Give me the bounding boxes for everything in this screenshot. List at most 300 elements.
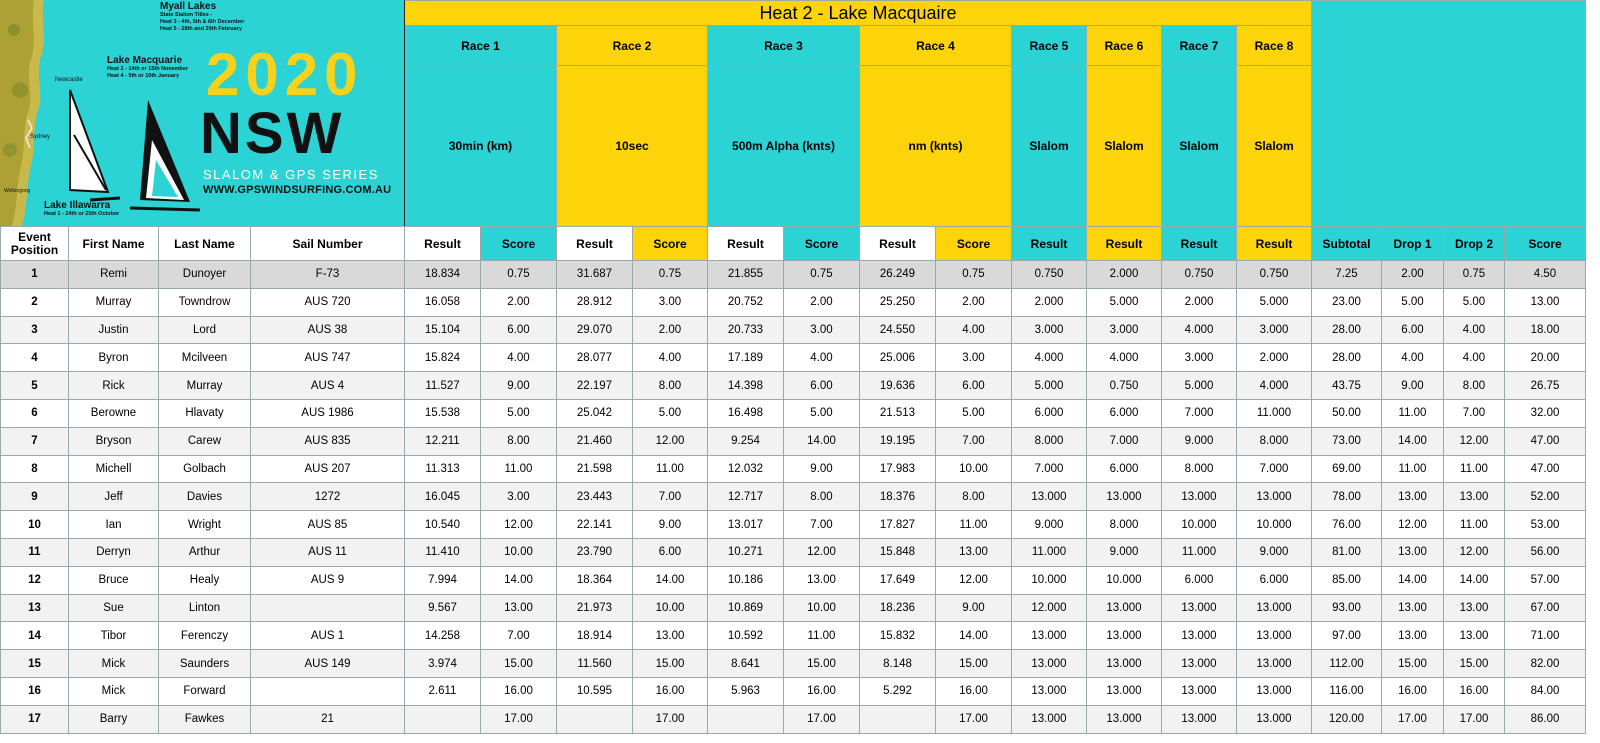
race-8-result-cell: 13.000 [1237, 650, 1312, 678]
first-name-header: First Name [69, 227, 159, 261]
subtotal-cell: 73.00 [1312, 427, 1382, 455]
race-4-score-cell: 8.00 [936, 483, 1012, 511]
table-row [1, 622, 1586, 650]
last-name-cell: Healy [159, 566, 251, 594]
race-1-result-cell: 12.211 [405, 427, 481, 455]
drop-1-cell: 13.00 [1382, 594, 1444, 622]
race-8-result-cell: 13.000 [1237, 622, 1312, 650]
table-row [1, 511, 1586, 539]
race-3-result-cell: 16.498 [708, 399, 784, 427]
table-row [1, 399, 1586, 427]
race-5-result-cell: 13.000 [1012, 483, 1087, 511]
total-score-cell: 57.00 [1505, 566, 1586, 594]
total-score-cell: 13.00 [1505, 288, 1586, 316]
subtotal-cell: 78.00 [1312, 483, 1382, 511]
race-4-result-cell: 18.236 [860, 594, 936, 622]
race-2-type: 10sec [557, 66, 708, 227]
race-1-score-cell: 13.00 [481, 594, 557, 622]
race-5-result-header: Result [1012, 227, 1087, 261]
map-label-sydney: Sydney [30, 134, 51, 140]
race-8-result-cell: 8.000 [1237, 427, 1312, 455]
total-score-cell: 18.00 [1505, 316, 1586, 344]
position-cell: 11 [1, 538, 69, 566]
drop-1-cell: 13.00 [1382, 483, 1444, 511]
table-row [1, 594, 1586, 622]
total-score-cell: 4.50 [1505, 261, 1586, 289]
race-3-result-cell: 5.963 [708, 677, 784, 705]
race-3-result-cell: 9.254 [708, 427, 784, 455]
race-6-result-cell: 10.000 [1087, 566, 1162, 594]
race-3-score-cell: 14.00 [784, 427, 860, 455]
race-4-result-cell: 26.249 [860, 261, 936, 289]
windsurfer-logo [60, 80, 220, 220]
table-row [1, 483, 1586, 511]
drop-2-cell: 16.00 [1444, 677, 1505, 705]
subtotal-cell: 81.00 [1312, 538, 1382, 566]
race-4-result-cell: 5.292 [860, 677, 936, 705]
location-detail: State Slalom Titles - [160, 12, 213, 18]
drop-2-cell: 11.00 [1444, 511, 1505, 539]
first-name-cell: Ian [69, 511, 159, 539]
table-row [1, 288, 1586, 316]
race-3-score-cell: 5.00 [784, 399, 860, 427]
race-5-result-cell: 0.750 [1012, 261, 1087, 289]
drop-1-cell: 14.00 [1382, 427, 1444, 455]
race-1-score-cell: 10.00 [481, 538, 557, 566]
race-2-result-cell: 21.598 [557, 455, 633, 483]
race-5-result-cell: 13.000 [1012, 622, 1087, 650]
race-5-result-cell: 6.000 [1012, 399, 1087, 427]
drop-1-cell: 17.00 [1382, 705, 1444, 733]
race-1-result-header: Result [405, 227, 481, 261]
race-2-score-cell: 16.00 [633, 677, 708, 705]
position-cell: 13 [1, 594, 69, 622]
race-4-result-cell: 19.195 [860, 427, 936, 455]
first-name-cell: Justin [69, 316, 159, 344]
drop-2-cell: 13.00 [1444, 622, 1505, 650]
race-5-result-cell: 3.000 [1012, 316, 1087, 344]
position-cell: 6 [1, 399, 69, 427]
position-cell: 17 [1, 705, 69, 733]
drop-2-cell: 14.00 [1444, 566, 1505, 594]
race-3-result-cell: 20.733 [708, 316, 784, 344]
race-2-result-cell: 21.460 [557, 427, 633, 455]
first-name-cell: Remi [69, 261, 159, 289]
subtotal-cell: 76.00 [1312, 511, 1382, 539]
race-2-result-cell: 28.077 [557, 344, 633, 372]
race-7-result-cell: 6.000 [1162, 566, 1237, 594]
drop-2-header: Drop 2 [1444, 227, 1505, 261]
race-6-result-cell: 7.000 [1087, 427, 1162, 455]
race-4-score-cell: 11.00 [936, 511, 1012, 539]
race-3-score-cell: 15.00 [784, 650, 860, 678]
total-score-cell: 26.75 [1505, 372, 1586, 400]
race-4-result-cell: 8.148 [860, 650, 936, 678]
race-2-result-cell: 29.070 [557, 316, 633, 344]
race-4-result-cell: 15.848 [860, 538, 936, 566]
last-name-cell: Fawkes [159, 705, 251, 733]
drop-2-cell: 5.00 [1444, 288, 1505, 316]
last-name-cell: Forward [159, 677, 251, 705]
race-4-score-cell: 13.00 [936, 538, 1012, 566]
race-3-score-cell: 10.00 [784, 594, 860, 622]
logo-state: NSW [200, 101, 345, 166]
race-4-score-cell: 4.00 [936, 316, 1012, 344]
sail-number-cell [251, 594, 405, 622]
drop-1-cell: 6.00 [1382, 316, 1444, 344]
race-3-result-cell: 21.855 [708, 261, 784, 289]
race-4-score-header: Score [936, 227, 1012, 261]
location-detail: Heat 3 - 4th, 5th & 6th December [160, 19, 245, 25]
column-header-row [1, 227, 1586, 261]
race-8-result-header: Result [1237, 227, 1312, 261]
subtotal-cell: 93.00 [1312, 594, 1382, 622]
race-6-result-cell: 3.000 [1087, 316, 1162, 344]
position-cell: 14 [1, 622, 69, 650]
subtotal-cell: 7.25 [1312, 261, 1382, 289]
last-name-cell: Wright [159, 511, 251, 539]
race-7-result-cell: 13.000 [1162, 622, 1237, 650]
race-2-score-cell: 4.00 [633, 344, 708, 372]
drop-1-header: Drop 1 [1382, 227, 1444, 261]
race-1-result-cell: 15.104 [405, 316, 481, 344]
race-7-result-cell: 5.000 [1162, 372, 1237, 400]
race-1-result-cell: 10.540 [405, 511, 481, 539]
race-4-result-cell: 17.983 [860, 455, 936, 483]
drop-1-cell: 4.00 [1382, 344, 1444, 372]
race-3-score-cell: 16.00 [784, 677, 860, 705]
race-4-score-cell: 17.00 [936, 705, 1012, 733]
race-6-result-cell: 13.000 [1087, 650, 1162, 678]
race-4-result-cell: 15.832 [860, 622, 936, 650]
race-4-result-cell: 24.550 [860, 316, 936, 344]
race-2-result-cell: 25.042 [557, 399, 633, 427]
map-label-wollongong: Wollongong [4, 188, 31, 194]
race-2-score-cell: 8.00 [633, 372, 708, 400]
race-4-score-cell: 15.00 [936, 650, 1012, 678]
race-5-result-cell: 12.000 [1012, 594, 1087, 622]
race-3-score-cell: 7.00 [784, 511, 860, 539]
location-name: Myall Lakes [160, 1, 217, 12]
race-6-result-cell: 13.000 [1087, 677, 1162, 705]
race-2-result-cell: 22.141 [557, 511, 633, 539]
drop-2-cell: 13.00 [1444, 483, 1505, 511]
race-7-result-cell: 11.000 [1162, 538, 1237, 566]
race-3-score-cell: 11.00 [784, 622, 860, 650]
race-5-result-cell: 13.000 [1012, 677, 1087, 705]
sail-number-header: Sail Number [251, 227, 405, 261]
race-2-score-cell: 14.00 [633, 566, 708, 594]
subtotal-cell: 69.00 [1312, 455, 1382, 483]
race-6-type: Slalom [1087, 66, 1162, 227]
table-row [1, 650, 1586, 678]
race-4-result-cell: 21.513 [860, 399, 936, 427]
race-5-header: Race 5 [1012, 26, 1087, 66]
race-2-result-cell: 18.914 [557, 622, 633, 650]
race-3-result-cell: 10.869 [708, 594, 784, 622]
last-name-cell: Murray [159, 372, 251, 400]
last-name-header: Last Name [159, 227, 251, 261]
race-6-result-cell: 13.000 [1087, 594, 1162, 622]
race-7-result-cell: 13.000 [1162, 677, 1237, 705]
subtotal-cell: 120.00 [1312, 705, 1382, 733]
race-3-result-cell: 14.398 [708, 372, 784, 400]
total-score-cell: 84.00 [1505, 677, 1586, 705]
race-3-score-header: Score [784, 227, 860, 261]
race-8-result-cell: 9.000 [1237, 538, 1312, 566]
race-4-score-cell: 6.00 [936, 372, 1012, 400]
position-cell: 16 [1, 677, 69, 705]
race-2-result-cell: 23.790 [557, 538, 633, 566]
race-7-result-cell: 10.000 [1162, 511, 1237, 539]
race-6-header: Race 6 [1087, 26, 1162, 66]
race-1-result-cell: 16.058 [405, 288, 481, 316]
race-5-result-cell: 8.000 [1012, 427, 1087, 455]
first-name-cell: Bruce [69, 566, 159, 594]
subtotal-cell: 43.75 [1312, 372, 1382, 400]
race-7-result-cell: 13.000 [1162, 594, 1237, 622]
race-5-type: Slalom [1012, 66, 1087, 227]
first-name-cell: Berowne [69, 399, 159, 427]
race-3-result-cell: 10.592 [708, 622, 784, 650]
first-name-cell: Rick [69, 372, 159, 400]
sail-number-cell: AUS 4 [251, 372, 405, 400]
race-3-type: 500m Alpha (knts) [708, 66, 860, 227]
race-7-result-cell: 13.000 [1162, 650, 1237, 678]
sail-number-cell: AUS 1 [251, 622, 405, 650]
race-1-result-cell: 11.410 [405, 538, 481, 566]
race-3-score-cell: 6.00 [784, 372, 860, 400]
race-2-score-cell: 11.00 [633, 455, 708, 483]
race-5-result-cell: 2.000 [1012, 288, 1087, 316]
race-3-result-cell: 8.641 [708, 650, 784, 678]
race-7-result-cell: 4.000 [1162, 316, 1237, 344]
last-name-cell: Davies [159, 483, 251, 511]
table-row [1, 344, 1586, 372]
race-7-result-cell: 13.000 [1162, 483, 1237, 511]
race-2-score-cell: 17.00 [633, 705, 708, 733]
race-1-score-cell: 17.00 [481, 705, 557, 733]
sail-number-cell: AUS 207 [251, 455, 405, 483]
logo-year: 2020 [206, 41, 364, 108]
race-3-score-cell: 2.00 [784, 288, 860, 316]
race-4-result-cell: 17.649 [860, 566, 936, 594]
race-2-score-cell: 7.00 [633, 483, 708, 511]
last-name-cell: Towndrow [159, 288, 251, 316]
first-name-cell: Tibor [69, 622, 159, 650]
race-8-header: Race 8 [1237, 26, 1312, 66]
race-3-result-cell: 17.189 [708, 344, 784, 372]
sail-number-cell: AUS 747 [251, 344, 405, 372]
drop-1-cell: 16.00 [1382, 677, 1444, 705]
race-3-score-cell: 12.00 [784, 538, 860, 566]
race-8-result-cell: 6.000 [1237, 566, 1312, 594]
race-5-result-cell: 4.000 [1012, 344, 1087, 372]
race-8-result-cell: 4.000 [1237, 372, 1312, 400]
race-4-header: Race 4 [860, 26, 1012, 66]
race-4-score-cell: 9.00 [936, 594, 1012, 622]
race-6-result-header: Result [1087, 227, 1162, 261]
first-name-cell: Barry [69, 705, 159, 733]
race-6-result-cell: 4.000 [1087, 344, 1162, 372]
race-3-result-cell: 13.017 [708, 511, 784, 539]
race-1-result-cell: 14.258 [405, 622, 481, 650]
drop-2-cell: 12.00 [1444, 427, 1505, 455]
sail-number-cell: 1272 [251, 483, 405, 511]
race-1-result-cell: 3.974 [405, 650, 481, 678]
race-6-result-cell: 9.000 [1087, 538, 1162, 566]
position-cell: 3 [1, 316, 69, 344]
sail-number-cell: AUS 720 [251, 288, 405, 316]
race-4-result-cell: 19.636 [860, 372, 936, 400]
table-row [1, 455, 1586, 483]
last-name-cell: Linton [159, 594, 251, 622]
first-name-cell: Murray [69, 288, 159, 316]
race-7-result-cell: 2.000 [1162, 288, 1237, 316]
position-cell: 4 [1, 344, 69, 372]
sail-number-cell: 21 [251, 705, 405, 733]
drop-1-cell: 9.00 [1382, 372, 1444, 400]
race-8-result-cell: 7.000 [1237, 455, 1312, 483]
last-name-cell: Saunders [159, 650, 251, 678]
position-cell: 5 [1, 372, 69, 400]
race-4-score-cell: 3.00 [936, 344, 1012, 372]
race-8-result-cell: 13.000 [1237, 483, 1312, 511]
race-8-result-cell: 11.000 [1237, 399, 1312, 427]
subtotal-cell: 97.00 [1312, 622, 1382, 650]
race-3-result-cell: 10.271 [708, 538, 784, 566]
race-2-result-cell: 11.560 [557, 650, 633, 678]
race-6-result-cell: 6.000 [1087, 455, 1162, 483]
race-2-result-cell [557, 705, 633, 733]
race-4-result-cell: 17.827 [860, 511, 936, 539]
drop-1-cell: 11.00 [1382, 455, 1444, 483]
table-row [1, 261, 1586, 289]
race-1-result-cell: 11.527 [405, 372, 481, 400]
race-2-result-cell: 31.687 [557, 261, 633, 289]
race-4-result-cell: 18.376 [860, 483, 936, 511]
race-8-result-cell: 13.000 [1237, 594, 1312, 622]
heat-title: Heat 2 - Lake Macquaire [405, 1, 1312, 26]
race-1-score-cell: 3.00 [481, 483, 557, 511]
race-3-score-cell: 9.00 [784, 455, 860, 483]
table-row [1, 372, 1586, 400]
drop-1-cell: 2.00 [1382, 261, 1444, 289]
race-2-score-cell: 2.00 [633, 316, 708, 344]
race-5-result-cell: 13.000 [1012, 705, 1087, 733]
drop-2-cell: 4.00 [1444, 344, 1505, 372]
race-2-result-header: Result [557, 227, 633, 261]
drop-1-cell: 11.00 [1382, 399, 1444, 427]
last-name-cell: Ferenczy [159, 622, 251, 650]
sail-number-cell: AUS 38 [251, 316, 405, 344]
race-1-result-cell: 18.834 [405, 261, 481, 289]
logo-url: WWW.GPSWINDSURFING.COM.AU [203, 184, 392, 196]
location-lake-macquarie [107, 55, 188, 80]
race-3-result-cell: 12.717 [708, 483, 784, 511]
race-3-score-cell: 3.00 [784, 316, 860, 344]
race-3-score-cell: 4.00 [784, 344, 860, 372]
race-2-result-cell: 18.364 [557, 566, 633, 594]
race-7-result-cell: 9.000 [1162, 427, 1237, 455]
sail-number-cell [251, 677, 405, 705]
race-8-result-cell: 2.000 [1237, 344, 1312, 372]
race-8-result-cell: 0.750 [1237, 261, 1312, 289]
last-name-cell: Lord [159, 316, 251, 344]
race-1-result-cell: 7.994 [405, 566, 481, 594]
race-1-result-cell [405, 705, 481, 733]
first-name-cell: Byron [69, 344, 159, 372]
race-3-result-cell [708, 705, 784, 733]
race-6-result-cell: 13.000 [1087, 705, 1162, 733]
race-5-result-cell: 10.000 [1012, 566, 1087, 594]
drop-2-cell: 15.00 [1444, 650, 1505, 678]
race-1-score-cell: 9.00 [481, 372, 557, 400]
drop-2-cell: 4.00 [1444, 316, 1505, 344]
last-name-cell: Golbach [159, 455, 251, 483]
first-name-cell: Jeff [69, 483, 159, 511]
race-4-result-header: Result [860, 227, 936, 261]
race-5-result-cell: 5.000 [1012, 372, 1087, 400]
first-name-cell: Bryson [69, 427, 159, 455]
drop-2-cell: 7.00 [1444, 399, 1505, 427]
total-score-cell: 53.00 [1505, 511, 1586, 539]
subtotal-cell: 23.00 [1312, 288, 1382, 316]
race-8-result-cell: 13.000 [1237, 705, 1312, 733]
race-1-result-cell: 15.538 [405, 399, 481, 427]
race-6-result-cell: 2.000 [1087, 261, 1162, 289]
last-name-cell: Hlavaty [159, 399, 251, 427]
race-6-result-cell: 8.000 [1087, 511, 1162, 539]
race-2-score-header: Score [633, 227, 708, 261]
position-cell: 1 [1, 261, 69, 289]
race-2-result-cell: 22.197 [557, 372, 633, 400]
sail-number-cell: AUS 11 [251, 538, 405, 566]
race-1-result-cell: 2.611 [405, 677, 481, 705]
race-6-result-cell: 6.000 [1087, 399, 1162, 427]
drop-2-cell: 0.75 [1444, 261, 1505, 289]
race-7-result-cell: 7.000 [1162, 399, 1237, 427]
race-1-score-cell: 2.00 [481, 288, 557, 316]
race-8-result-cell: 5.000 [1237, 288, 1312, 316]
sail-number-cell: AUS 9 [251, 566, 405, 594]
race-8-type: Slalom [1237, 66, 1312, 227]
location-detail: Heat 4 - 9th or 10th January [107, 73, 180, 79]
sail-number-cell: AUS 149 [251, 650, 405, 678]
sail-number-cell: F-73 [251, 261, 405, 289]
race-3-header: Race 3 [708, 26, 860, 66]
race-2-result-cell: 21.973 [557, 594, 633, 622]
summary-header-blank [1312, 1, 1586, 227]
location-detail: Heat 5 - 28th and 29th February [160, 26, 242, 32]
race-8-result-cell: 3.000 [1237, 316, 1312, 344]
drop-1-cell: 12.00 [1382, 511, 1444, 539]
race-3-result-cell: 20.752 [708, 288, 784, 316]
race-3-result-header: Result [708, 227, 784, 261]
race-2-score-cell: 10.00 [633, 594, 708, 622]
race-2-score-cell: 6.00 [633, 538, 708, 566]
race-3-score-cell: 13.00 [784, 566, 860, 594]
race-1-result-cell: 15.824 [405, 344, 481, 372]
drop-2-cell: 12.00 [1444, 538, 1505, 566]
race-8-result-cell: 10.000 [1237, 511, 1312, 539]
first-name-cell: Mick [69, 650, 159, 678]
race-1-score-cell: 14.00 [481, 566, 557, 594]
race-8-result-cell: 13.000 [1237, 677, 1312, 705]
subtotal-cell: 28.00 [1312, 316, 1382, 344]
location-detail: Heat 1 - 24th or 25th October [44, 211, 120, 217]
results-body [1, 261, 1586, 734]
